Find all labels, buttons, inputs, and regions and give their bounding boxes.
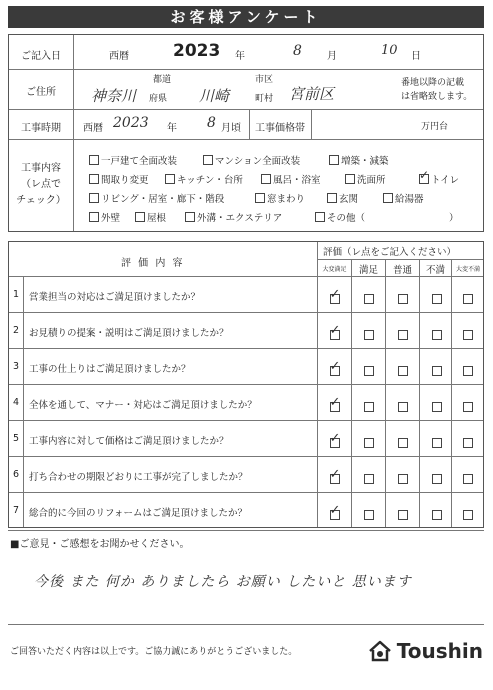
address-label: ご住所	[26, 87, 56, 98]
divider	[9, 69, 483, 70]
rating-checkbox[interactable]	[463, 366, 473, 376]
checkbox[interactable]	[185, 212, 195, 222]
brand-name: Toushin	[396, 639, 483, 663]
rating-checkbox-checked[interactable]	[330, 330, 340, 340]
question-number: 2	[12, 325, 20, 336]
pref-top-label: 都道	[153, 75, 172, 85]
rating-checkbox[interactable]	[398, 510, 408, 520]
checkbox[interactable]	[203, 155, 213, 165]
checkbox[interactable]	[261, 174, 271, 184]
rating-checkbox[interactable]	[364, 294, 374, 304]
city-bottom-label: 町村	[255, 94, 274, 104]
question-text: 工事の仕上りはご満足頂けましたか？	[29, 364, 191, 375]
question-number: 7	[12, 505, 20, 516]
rating-checkbox-checked[interactable]	[330, 294, 340, 304]
rating-cell[interactable]	[352, 325, 385, 344]
checkbox[interactable]	[89, 193, 99, 203]
rating-header: 評価（レ点をご記入ください）	[323, 247, 457, 258]
rating-cell[interactable]	[386, 325, 419, 344]
rating-cell[interactable]	[452, 469, 484, 488]
question-row	[9, 312, 483, 349]
rating-cell[interactable]	[352, 397, 385, 416]
question-row	[9, 348, 483, 385]
rating-cell[interactable]	[352, 289, 385, 308]
footer-text: ご回答いただく内容は以上です。ご協力誠にありがとうございました。	[10, 647, 298, 657]
rating-checkbox-checked[interactable]	[330, 402, 340, 412]
option-bath[interactable]: 風呂・浴室	[261, 172, 321, 186]
option-full-house[interactable]: 一戸建て全面改装	[89, 153, 177, 167]
scale-label: 大変不満	[455, 266, 480, 273]
divider	[9, 109, 483, 110]
date-year-unit: 年	[235, 51, 245, 62]
rating-checkbox[interactable]	[432, 438, 442, 448]
date-month[interactable]: 8	[293, 43, 302, 59]
question-text: 工事内容に対して価格はご満足頂けましたか？	[29, 436, 229, 447]
rating-cell[interactable]	[352, 469, 385, 488]
rating-cell[interactable]	[352, 505, 385, 524]
comment-area[interactable]	[8, 530, 484, 625]
question-text: お見積りの提案・説明はご満足頂けましたか？	[29, 328, 229, 339]
rating-checkbox-checked[interactable]	[330, 366, 340, 376]
rating-cell[interactable]	[452, 361, 484, 380]
option-exterior[interactable]: 外溝・エクステリア	[185, 210, 282, 224]
rating-cell[interactable]	[420, 397, 453, 416]
question-row	[9, 456, 483, 493]
period-month-unit: 月頃	[221, 123, 241, 134]
pref-suffix-label: 府県	[149, 94, 168, 104]
period-label: 工事時期	[21, 123, 61, 134]
content-header: 評 価 内 容	[121, 258, 185, 269]
option-exterior-wall[interactable]: 外壁	[89, 210, 120, 224]
option-toilet[interactable]: ✓ トイレ	[419, 172, 459, 186]
rating-cell[interactable]	[386, 361, 419, 380]
date-month-unit: 月	[327, 51, 337, 62]
scale-label: 普通	[392, 265, 412, 276]
question-number: 1	[12, 289, 20, 300]
checkbox[interactable]	[135, 212, 145, 222]
content-label-1: 工事内容	[21, 163, 61, 174]
divider	[9, 139, 483, 140]
rating-cell[interactable]	[452, 433, 484, 452]
rating-cell[interactable]	[318, 361, 351, 380]
question-row	[9, 492, 483, 529]
rating-cell[interactable]	[318, 397, 351, 416]
divider	[249, 109, 250, 139]
option-entrance[interactable]: 玄関	[327, 191, 358, 205]
rating-cell[interactable]	[386, 289, 419, 308]
rating-checkbox-checked[interactable]	[330, 438, 340, 448]
checkbox-checked[interactable]	[419, 174, 429, 184]
rating-cell[interactable]	[386, 433, 419, 452]
rating-checkbox[interactable]	[463, 474, 473, 484]
rating-checkbox[interactable]	[364, 402, 374, 412]
rating-cell[interactable]	[318, 433, 351, 452]
period-year-unit: 年	[167, 123, 177, 134]
rating-checkbox[interactable]	[432, 294, 442, 304]
rating-cell[interactable]	[452, 289, 484, 308]
form-title: お客様アンケート	[8, 6, 484, 28]
question-row	[9, 384, 483, 421]
date-day-unit: 日	[411, 51, 421, 62]
rating-cell[interactable]	[386, 397, 419, 416]
scale-label: 不満	[425, 265, 445, 276]
content-label-3: チェック）	[16, 195, 66, 206]
question-number: 5	[12, 433, 20, 444]
city-value[interactable]: 川崎	[199, 87, 230, 105]
question-text: 全体を通して、マナー・対応はご満足頂けましたか？	[29, 400, 257, 411]
comment-text[interactable]: 今後 また 何か ありましたら お願い したいと 思います	[34, 574, 412, 590]
rating-checkbox[interactable]	[398, 402, 408, 412]
option-window[interactable]: 窓まわり	[255, 191, 305, 205]
checkbox[interactable]	[345, 174, 355, 184]
rating-cell[interactable]	[318, 469, 351, 488]
content-label-2: （レ点で	[21, 179, 61, 190]
checkbox[interactable]	[383, 193, 393, 203]
customer-info-section	[8, 34, 484, 232]
rating-checkbox[interactable]	[463, 438, 473, 448]
option-living[interactable]: リビング・居室・廊下・階段	[89, 191, 224, 205]
rating-checkbox[interactable]	[432, 510, 442, 520]
date-label: ご記入日	[21, 51, 61, 62]
option-other[interactable]: その他（	[315, 210, 365, 224]
rating-checkbox[interactable]	[398, 330, 408, 340]
option-water-heater[interactable]: 給湯器	[383, 191, 424, 205]
rating-cell[interactable]	[452, 505, 484, 524]
checkbox[interactable]	[165, 174, 175, 184]
rating-cell[interactable]	[318, 505, 351, 524]
comment-header: ■ご意見・ご感想をお聞かせください。	[10, 539, 190, 550]
rating-checkbox[interactable]	[364, 510, 374, 520]
option-kitchen[interactable]: キッチン・台所	[165, 172, 243, 186]
rating-cell[interactable]	[352, 361, 385, 380]
rating-checkbox[interactable]	[463, 402, 473, 412]
rating-checkbox[interactable]	[364, 330, 374, 340]
area-value[interactable]: 宮前区	[289, 85, 335, 103]
checkbox[interactable]	[89, 212, 99, 222]
rating-cell[interactable]	[452, 325, 484, 344]
checkbox[interactable]	[329, 155, 339, 165]
rating-cell[interactable]	[352, 433, 385, 452]
divider	[311, 109, 312, 139]
price-label: 工事価格帯	[255, 123, 305, 134]
checkbox[interactable]	[315, 212, 325, 222]
address-note-line2: は省略致します。	[401, 92, 473, 102]
rating-checkbox[interactable]	[364, 474, 374, 484]
rating-checkbox[interactable]	[463, 330, 473, 340]
rating-checkbox-checked[interactable]	[330, 510, 340, 520]
option-other-close: ）	[449, 213, 459, 224]
rating-cell[interactable]	[386, 469, 419, 488]
prefecture-value[interactable]: 神奈川	[91, 87, 137, 105]
period-era: 西暦	[83, 123, 103, 134]
rating-checkbox[interactable]	[398, 294, 408, 304]
rating-cell[interactable]	[420, 505, 453, 524]
checkbox[interactable]	[327, 193, 337, 203]
evaluation-table	[8, 241, 484, 528]
question-row	[9, 276, 483, 313]
rating-cell[interactable]	[420, 433, 453, 452]
period-year[interactable]: 2023	[113, 115, 149, 131]
rating-checkbox[interactable]	[364, 438, 374, 448]
period-month[interactable]: 8	[207, 115, 216, 131]
question-number: 4	[12, 397, 20, 408]
rating-checkbox[interactable]	[432, 330, 442, 340]
rating-checkbox[interactable]	[364, 366, 374, 376]
question-row	[9, 420, 483, 457]
date-day[interactable]: 10	[381, 43, 398, 58]
rating-cell[interactable]	[420, 361, 453, 380]
rating-checkbox[interactable]	[398, 366, 408, 376]
house-icon	[367, 638, 393, 664]
rating-checkbox[interactable]	[463, 294, 473, 304]
rating-cell[interactable]	[386, 505, 419, 524]
label-column-divider	[73, 35, 74, 231]
option-extension[interactable]: 増築・減築	[329, 153, 389, 167]
question-number: 3	[12, 361, 20, 372]
checkbox[interactable]	[255, 193, 265, 203]
option-mansion[interactable]: マンション全面改装	[203, 153, 300, 167]
divider	[317, 259, 483, 260]
option-washroom[interactable]: 洗面所	[345, 172, 386, 186]
rating-checkbox[interactable]	[463, 510, 473, 520]
rating-checkbox[interactable]	[398, 474, 408, 484]
scale-label: 大変満足	[322, 266, 347, 273]
question-text: 打ち合わせの期限どおりに工事が完了しましたか？	[29, 472, 248, 483]
option-roof[interactable]: 屋根	[135, 210, 166, 224]
city-top-label: 市区	[255, 75, 274, 85]
brand-logo	[367, 636, 483, 666]
date-year[interactable]: 2023	[173, 41, 221, 61]
rating-cell[interactable]	[420, 469, 453, 488]
price-unit: 万円台	[421, 122, 449, 132]
rating-checkbox-checked[interactable]	[330, 474, 340, 484]
rating-checkbox[interactable]	[432, 402, 442, 412]
question-number: 6	[12, 469, 20, 480]
rating-cell[interactable]	[420, 325, 453, 344]
checkbox[interactable]	[89, 155, 99, 165]
rating-cell[interactable]	[318, 289, 351, 308]
rating-cell[interactable]	[420, 289, 453, 308]
option-layout-change[interactable]: 間取り変更	[89, 172, 149, 186]
rating-cell[interactable]	[452, 397, 484, 416]
question-text: 総合的に今回のリフォームはご満足頂けましたか？	[29, 508, 248, 519]
rating-checkbox[interactable]	[398, 438, 408, 448]
scale-label: 満足	[358, 265, 378, 276]
rating-checkbox[interactable]	[432, 366, 442, 376]
rating-cell[interactable]	[318, 325, 351, 344]
date-era: 西暦	[109, 51, 129, 62]
rating-checkbox[interactable]	[432, 474, 442, 484]
address-note-line1: 番地以降の記載	[401, 78, 465, 88]
question-text: 営業担当の対応はご満足頂けましたか？	[29, 292, 201, 303]
checkbox[interactable]	[89, 174, 99, 184]
